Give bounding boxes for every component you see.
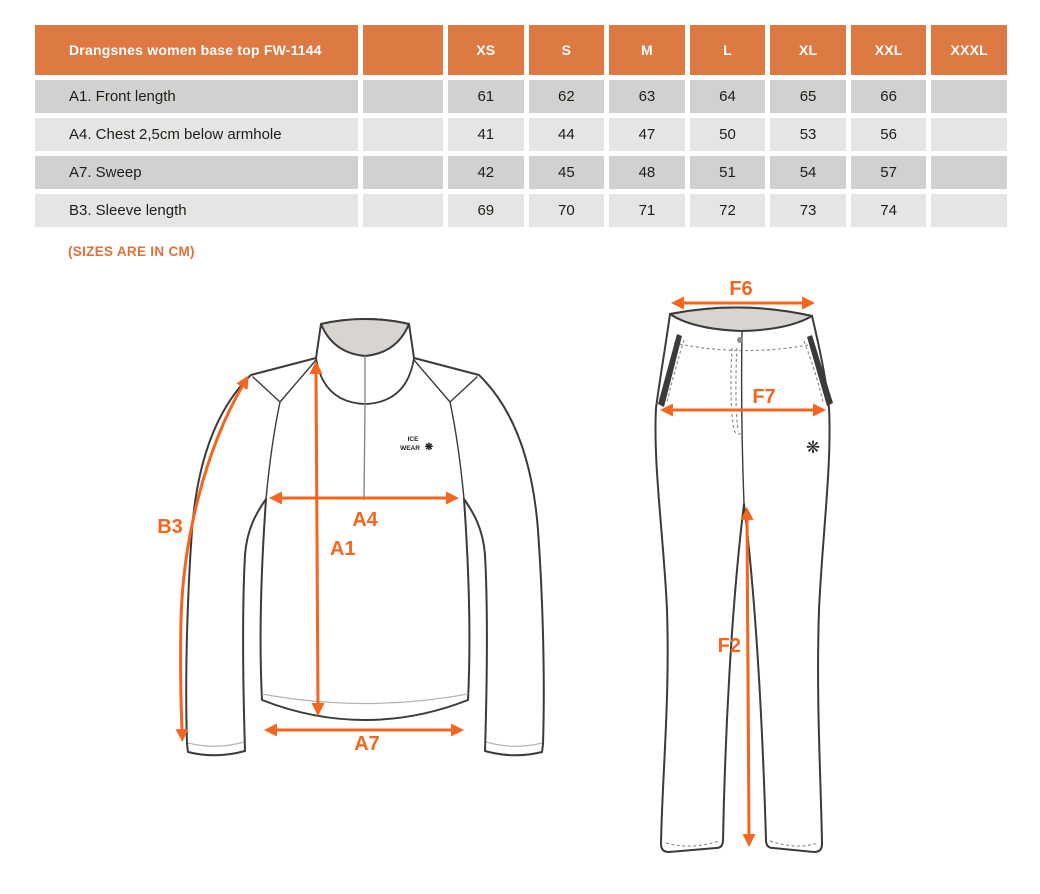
shirt-drawing (186, 319, 544, 755)
size-header-xxl: XXL (851, 25, 927, 75)
pants-measurement-diagram (620, 280, 940, 880)
table-cell (931, 118, 1007, 151)
base-top-measurement-diagram (145, 300, 585, 770)
size-chart-table (35, 25, 1007, 227)
logo-text-ice: ICE (407, 436, 419, 443)
row-spacer-cell (363, 156, 443, 189)
zipper-line (364, 404, 365, 500)
size-header-xs: XS (448, 25, 524, 75)
row-label: B3. Sleeve length (35, 194, 358, 227)
sizes-unit-note: (SIZES ARE IN CM) (68, 244, 195, 259)
logo-snowflake-icon: ❋ (424, 442, 434, 453)
a4-label: A4 (352, 509, 378, 531)
table-header-spacer (363, 25, 443, 75)
row-label: A7. Sweep (35, 156, 358, 189)
size-header-xxxl: XXXL (931, 25, 1007, 75)
b3-label: B3 (157, 516, 183, 538)
a7-label: A7 (354, 733, 380, 755)
table-cell: 72 (690, 194, 766, 227)
table-cell: 41 (448, 118, 524, 151)
table-cell: 56 (851, 118, 927, 151)
table-cell: 63 (609, 80, 685, 113)
table-cell (931, 194, 1007, 227)
table-cell: 57 (851, 156, 927, 189)
f2-label: F2 (717, 635, 741, 657)
f2-inseam-arrow (747, 518, 749, 836)
table-cell: 42 (448, 156, 524, 189)
pants-drawing (655, 307, 833, 852)
size-header-s: S (529, 25, 605, 75)
row-spacer-cell (363, 194, 443, 227)
table-cell: 44 (529, 118, 605, 151)
table-title: Drangsnes women base top FW-1144 (35, 25, 358, 75)
row-label: A1. Front length (35, 80, 358, 113)
table-cell: 62 (529, 80, 605, 113)
size-header-l: L (690, 25, 766, 75)
table-cell: 70 (529, 194, 605, 227)
waist-button (737, 337, 743, 343)
table-cell: 66 (851, 80, 927, 113)
table-cell: 61 (448, 80, 524, 113)
a1-label: A1 (330, 538, 356, 560)
table-cell: 54 (770, 156, 846, 189)
table-cell: 50 (690, 118, 766, 151)
table-cell: 65 (770, 80, 846, 113)
table-cell: 45 (529, 156, 605, 189)
table-cell: 64 (690, 80, 766, 113)
table-cell (931, 80, 1007, 113)
f6-label: F6 (729, 280, 753, 300)
table-cell: 73 (770, 194, 846, 227)
table-cell (931, 156, 1007, 189)
f7-label: F7 (752, 386, 776, 408)
row-label: A4. Chest 2,5cm below armhole (35, 118, 358, 151)
pants-silhouette (655, 307, 829, 852)
table-cell: 51 (690, 156, 766, 189)
table-cell: 53 (770, 118, 846, 151)
table-cell: 47 (609, 118, 685, 151)
row-spacer-cell (363, 118, 443, 151)
table-cell: 71 (609, 194, 685, 227)
size-header-xl: XL (770, 25, 846, 75)
size-header-m: M (609, 25, 685, 75)
row-spacer-cell (363, 80, 443, 113)
pants-snowflake-icon: ❋ (805, 438, 821, 457)
a1-front-length-arrow (316, 372, 318, 705)
table-cell: 48 (609, 156, 685, 189)
logo-text-wear: WEAR (400, 445, 420, 452)
table-cell: 74 (851, 194, 927, 227)
table-cell: 69 (448, 194, 524, 227)
